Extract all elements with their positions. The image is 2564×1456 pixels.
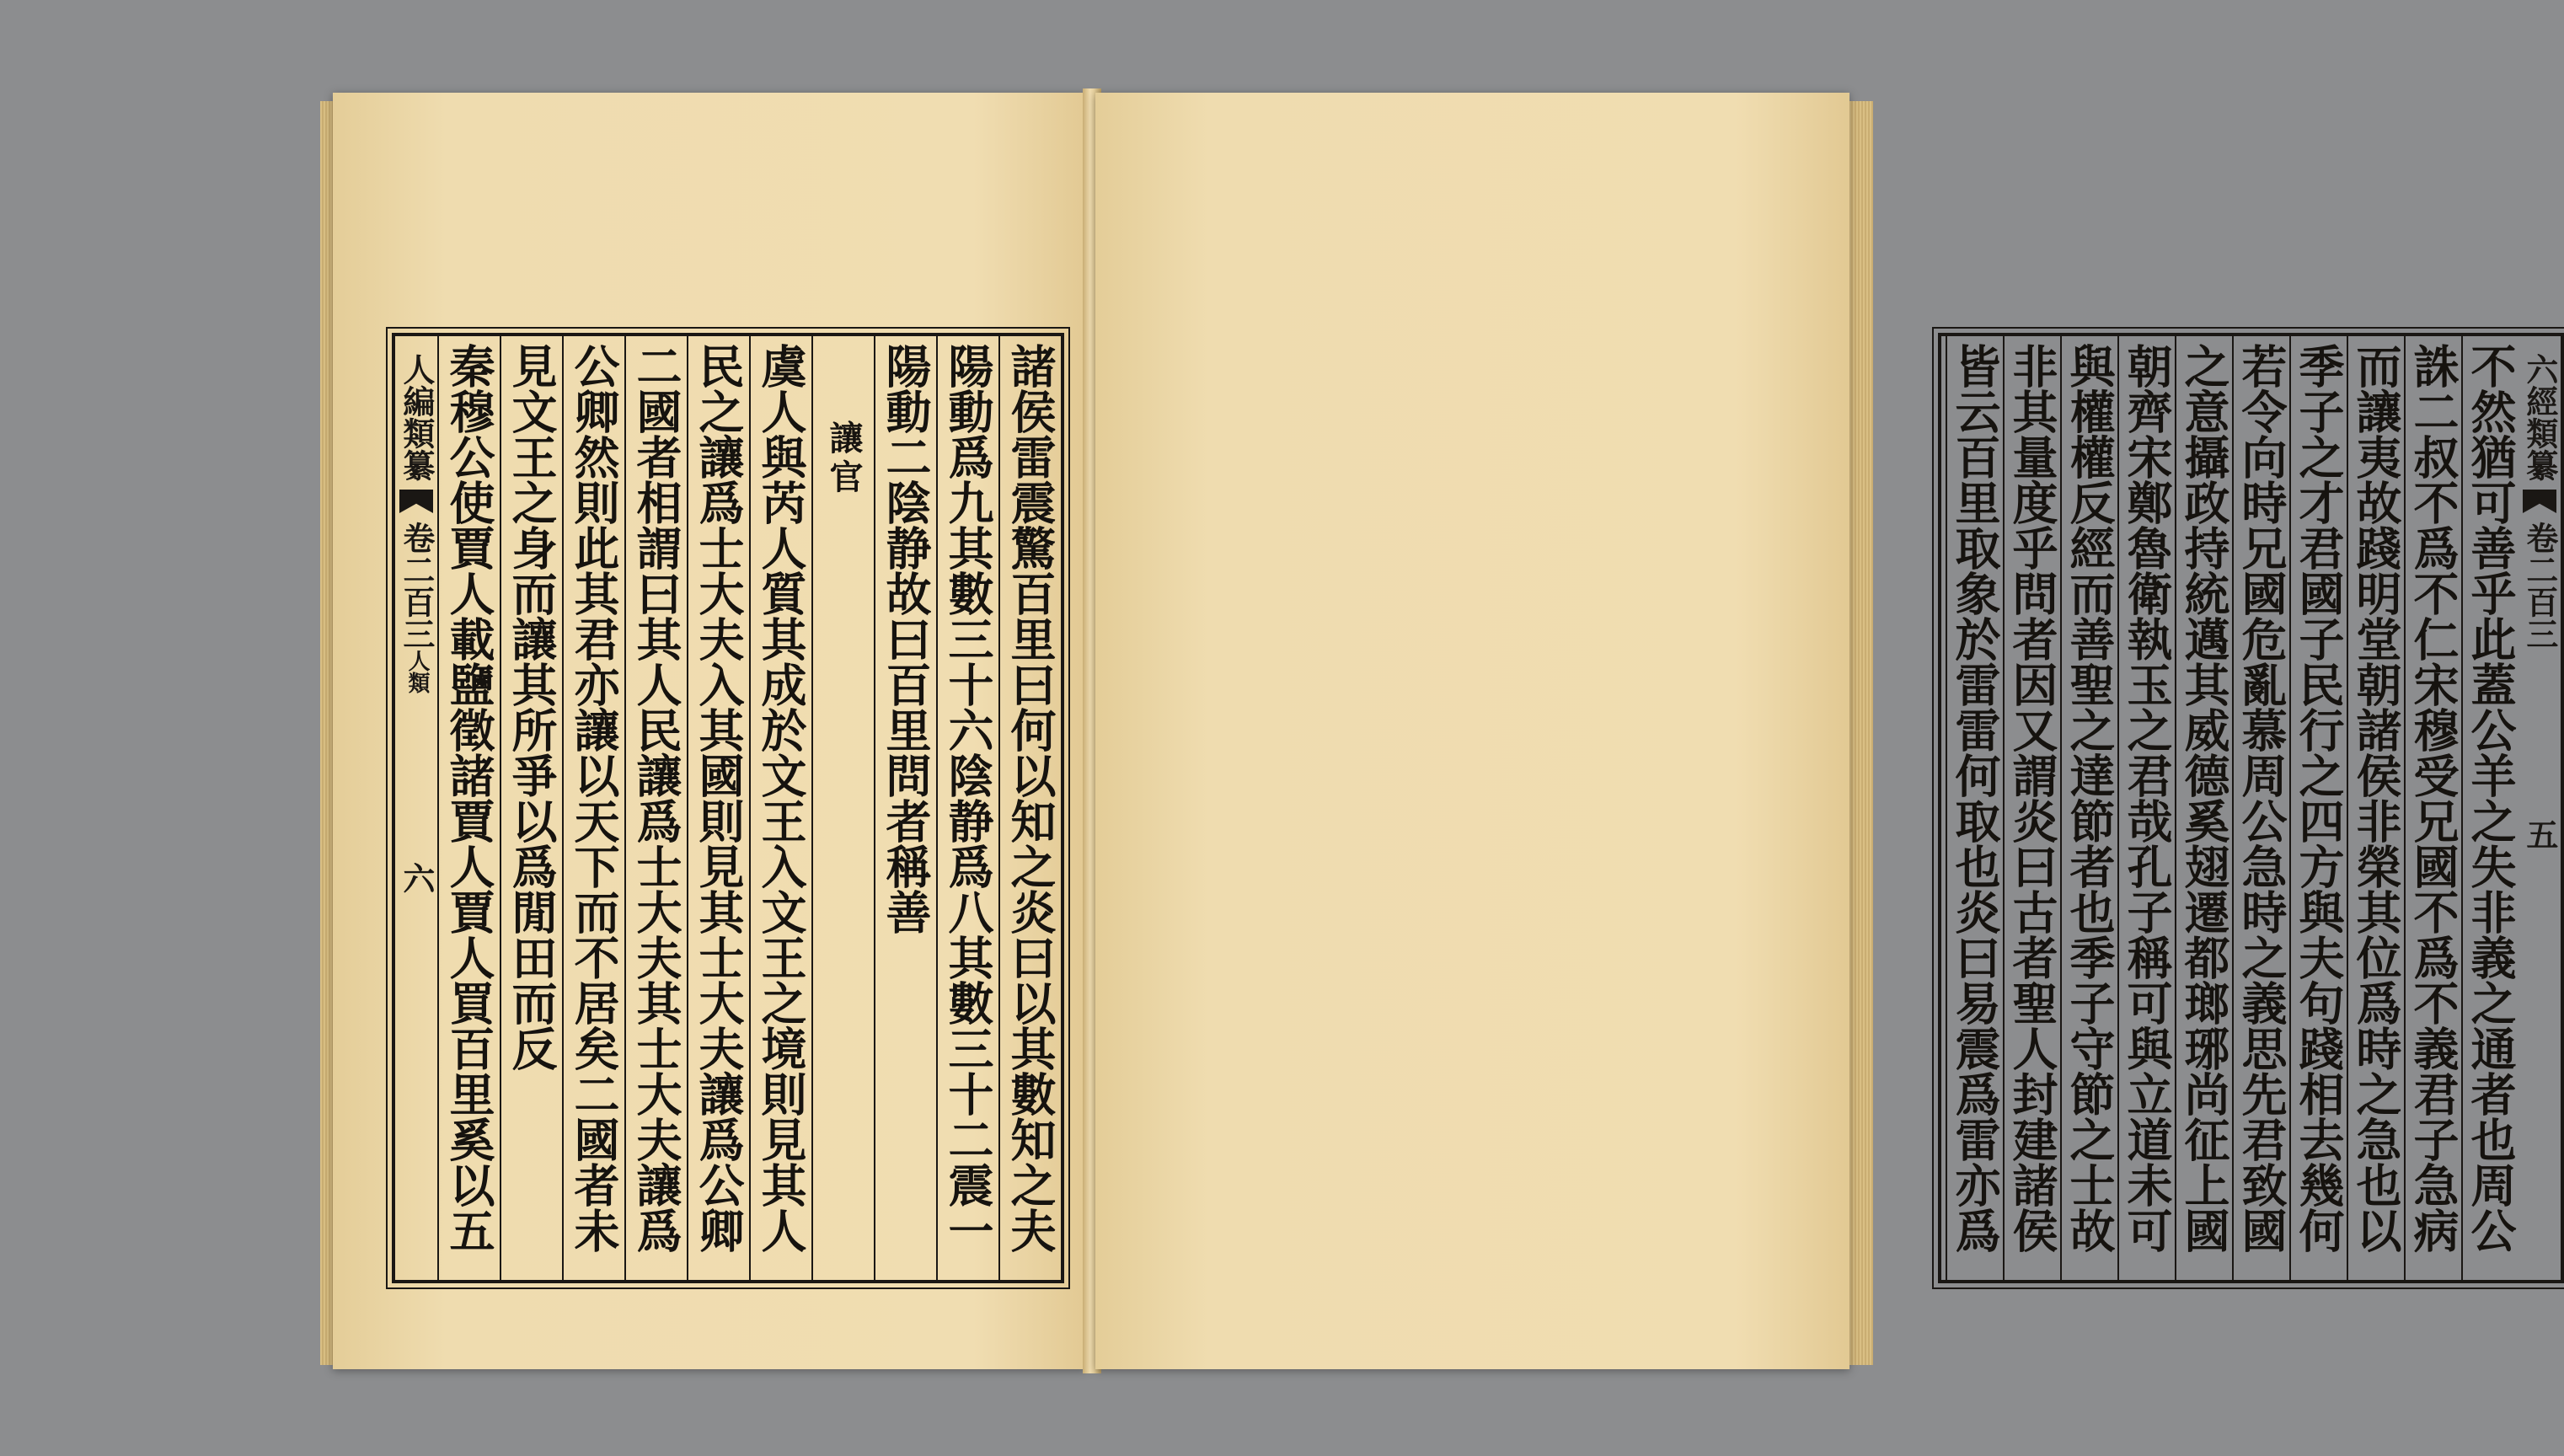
column-text: 虞人與芮人質其成於文王入文王之境則見其人 [754, 343, 808, 1253]
right-book-title: 六經類纂 [2520, 353, 2559, 481]
fish-tail-mark [2523, 490, 2556, 513]
text-column [998, 336, 1061, 1280]
text-column [2461, 336, 2519, 1280]
left-text-columns [437, 336, 1061, 1280]
column-text: 與權權反經而善聖之達節者也季子守節之士故 [2063, 343, 2117, 1253]
text-column [2060, 336, 2117, 1280]
column-text: 若令向時兄國危亂慕周公急時之義思先君致國 [2235, 343, 2288, 1253]
text-column [624, 336, 687, 1280]
section-heading: 讓官 [824, 420, 864, 498]
left-page-margin [395, 336, 437, 1280]
left-folio: 六 [397, 862, 436, 894]
column-text: 諸侯雷震驚百里曰何以知之炎曰以其數知之夫 [1004, 343, 1057, 1253]
open-book [320, 84, 2559, 1378]
text-column [2404, 336, 2461, 1280]
text-column [874, 336, 936, 1280]
left-book-title: 人編類纂 [397, 353, 436, 481]
right-page [1095, 93, 2559, 1369]
text-column [2232, 336, 2289, 1280]
column-text: 季子之才君國子民行之四方與夫句踐相去幾何 [2292, 343, 2346, 1253]
column-text: 陽動爲九其數三十六陰静爲八其數三十二震一 [941, 343, 995, 1253]
text-column [2175, 336, 2232, 1280]
fish-tail-mark [399, 490, 433, 513]
right-page-margin [2519, 336, 2561, 1280]
right-volume: 卷二百三 [2520, 522, 2559, 650]
column-text: 而讓夷故踐明堂朝諸侯非榮其位爲時之急也以 [2349, 343, 2403, 1253]
text-column [1946, 336, 2003, 1280]
column-text: 皆云百里取象於雷雷何取也炎曰易震爲雷亦爲 [1948, 343, 2002, 1253]
column-text: 之意攝政持統邁其威德奚翅遷都瑯琊尚征上國 [2177, 343, 2231, 1253]
text-column [2347, 336, 2404, 1280]
right-text-columns [1941, 336, 2519, 1280]
text-column [562, 336, 624, 1280]
text-column [936, 336, 998, 1280]
left-page-frame [392, 333, 1064, 1283]
text-column [2117, 336, 2175, 1280]
text-column [437, 336, 500, 1280]
left-page [333, 93, 1087, 1369]
column-text: 非其量度乎問者因又謂炎曰古者聖人封建諸侯 [2005, 343, 2059, 1253]
column-text: 不然猶可善乎此蓋公羊之失非義之通者也周公 [2464, 343, 2518, 1253]
column-text: 秦穆公使賈人載鹽徵諸賈人賈人買百里奚以五 [442, 343, 496, 1253]
text-column [2289, 336, 2347, 1280]
text-column [500, 336, 562, 1280]
right-folio: 五 [2520, 818, 2559, 850]
column-text: 公卿然則此其君亦讓以天下而不居矣二國者未 [567, 343, 621, 1253]
text-column [2003, 336, 2060, 1280]
column-text: 民之讓爲士大夫入其國則見其士大夫讓爲公卿 [692, 343, 746, 1253]
book-edge-right [1849, 101, 1873, 1365]
column-text: 朝齊宋鄭魯衛執玉之君哉孔子稱可與立道未可 [2120, 343, 2174, 1253]
column-text: 見文王之身而讓其所爭以爲閒田而反 [505, 343, 559, 1071]
text-column [811, 336, 874, 1280]
right-page-frame [1938, 333, 2564, 1283]
left-volume: 卷二百三 [397, 522, 436, 650]
text-column [687, 336, 749, 1280]
column-text: 誅二叔不爲不仁宋穆受兄國不爲不義君子急病 [2406, 343, 2460, 1253]
left-section: 人類 [404, 650, 430, 693]
text-column [749, 336, 811, 1280]
column-text: 陽動二陰静故曰百里問者稱善 [879, 343, 933, 934]
column-text: 二國者相謂曰其人民讓爲士大夫其士大夫讓爲 [629, 343, 683, 1253]
